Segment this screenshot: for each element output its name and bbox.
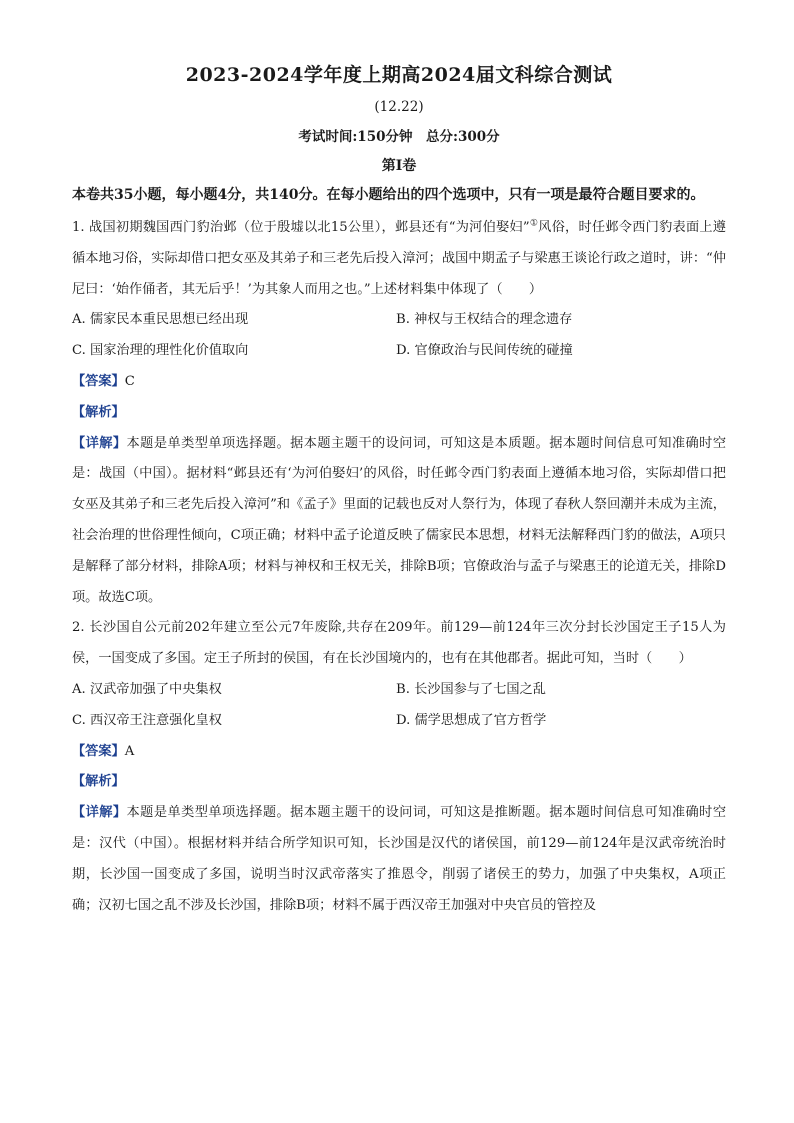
detail-tag: 【详解】 — [72, 435, 127, 451]
answer-value: A — [124, 743, 135, 759]
document-title: 2023-2024学年度上期高2024届文科综合测试 — [185, 64, 613, 86]
document-page — [72, 62, 726, 921]
question-2 — [72, 613, 726, 921]
stem-text: 2. 长沙国自公元前202年建立至公元7年废除,共存在209年。前129—前124年三次分封长沙国定王子15人为侯，一国变成了多国。定王子所封的侯国，有在长沙国境内的，也有在其他郡者。据此可知，当时（ ） — [72, 620, 726, 667]
stem-text-b: 风俗，时任邺令西门豹表面上遵循本地习俗，实际却借口把女巫及其弟子和三老先后投入漳河；战国中期孟子与梁惠王谈论行政之道时，讲：“仲尼曰：‘始作俑者，其无后乎！’为其象人而用之也。”上述材料集中体现了（ ） — [72, 220, 726, 297]
exam-info: 考试时间:150分钟 总分:300分 — [298, 129, 500, 145]
stem-text-a: 1. 战国初期魏国西门豹治邺（位于殷墟以北15公里），邺县还有“为河伯娶妇” — [72, 220, 530, 235]
option-b: B. 长沙国参与了七国之乱 — [396, 681, 546, 697]
detail-paragraph — [72, 798, 726, 921]
analysis-tag: 【解析】 — [72, 404, 125, 420]
option-c: C. 西汉帝王注意强化皇权 — [72, 712, 222, 728]
options — [72, 305, 726, 367]
answer-line — [72, 737, 726, 768]
question-stem — [72, 613, 726, 675]
option-a: A. 儒家民本重民思想已经出现 — [72, 312, 249, 328]
analysis-line — [72, 398, 726, 429]
footnote-marker: ① — [529, 218, 539, 229]
analysis-line — [72, 767, 726, 798]
answer-value: C — [124, 373, 135, 389]
section-heading: 第Ⅰ卷 — [381, 158, 417, 174]
option-d: D. 儒学思想成了官方哲学 — [396, 712, 547, 728]
option-b: B. 神权与王权结合的理念遗存 — [396, 312, 573, 328]
options — [72, 675, 726, 737]
question-stem — [72, 213, 726, 305]
detail-tag: 【详解】 — [72, 805, 127, 821]
question-1 — [72, 213, 726, 613]
detail-text: 本题是单类型单项选择题。据本题主题干的设问词，可知这是本质题。据本题时间信息可知准确时空是：战国（中国）。据材料“邺县还有‘为河伯娶妇’的风俗，时任邺令西门豹表面上遵循本地习俗，实际却借口把女巫及其弟子和三老先后投入漳河”和《孟子》里面的记载也反对人祭行为，体现了春秋人祭回潮并未成为主流，社会治理的世俗理性倾向，C项正确；材料中孟子论道反映了儒家民本思想，材料无法解释西门豹的做法，A项只是解释了部分材料，排除A项；材料与神权和王权无关，排除B项；官僚政治与孟子与梁惠王的论道无关，排除D项。故选C项。 — [72, 435, 727, 605]
answer-tag: 【答案】 — [72, 373, 125, 389]
analysis-tag: 【解析】 — [72, 774, 125, 790]
detail-text: 本题是单类型单项选择题。据本题主题干的设问词，可知这是推断题。据本题时间信息可知准确时空是：汉代（中国）。根据材料并结合所学知识可知，长沙国是汉代的诸侯国，前129—前124年是汉武帝统治时期，长沙国一国变成了多国，说明当时汉武帝落实了推恩令，削弱了诸侯王的势力，加强了中央集权，A项正确；汉初七国之乱不涉及长沙国，排除B项；材料不属于西汉帝王加强对中央官员的管控及 — [72, 805, 727, 913]
instructions: 本卷共35小题，每小题4分，共140分。在每小题给出的四个选项中，只有一项是最符合题目要求的。 — [72, 187, 705, 203]
exam-date: (12.22) — [374, 99, 424, 115]
answer-line — [72, 367, 726, 398]
option-a: A. 汉武帝加强了中央集权 — [72, 681, 222, 697]
detail-paragraph — [72, 429, 726, 614]
answer-tag: 【答案】 — [72, 743, 125, 759]
option-c: C. 国家治理的理性化价值取向 — [72, 343, 249, 359]
option-d: D. 官僚政治与民间传统的碰撞 — [396, 343, 573, 359]
